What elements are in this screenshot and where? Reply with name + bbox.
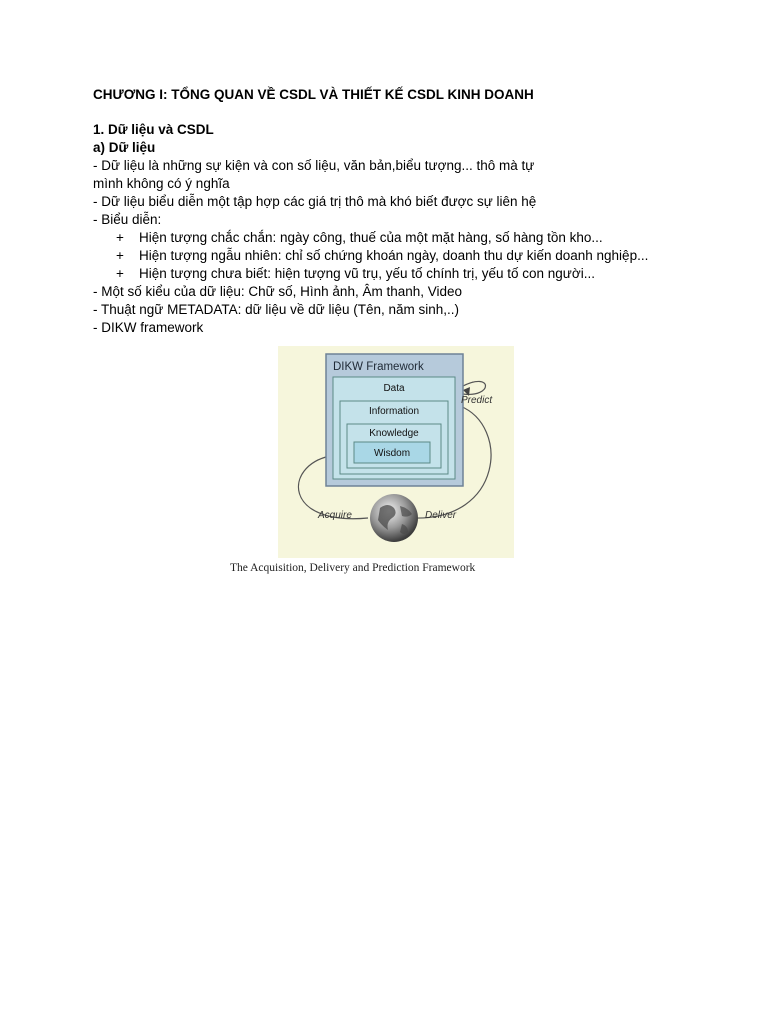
- text-line: - Một số kiểu của dữ liệu: Chữ số, Hình ảnh, Âm thanh, Video: [93, 284, 463, 299]
- text-line: - DIKW framework: [93, 320, 204, 335]
- knowledge-layer-label: Knowledge: [369, 428, 419, 439]
- bullet-item: [93, 229, 713, 247]
- section-heading: 1. Dữ liệu và CSDL: [93, 122, 214, 137]
- bullet-item: [93, 265, 713, 283]
- text-line: - Dữ liệu là những sự kiện và con số liệu, văn bản,biểu tượng... thô mà tự: [93, 158, 535, 173]
- framework-title: DIKW Framework: [333, 361, 424, 373]
- subsection-heading: a) Dữ liệu: [93, 140, 156, 155]
- globe-icon: [370, 494, 418, 542]
- deliver-label: Deliver: [425, 510, 457, 521]
- text-line: - Thuật ngữ METADATA: dữ liệu về dữ liệu (Tên, năm sinh,..): [93, 302, 459, 317]
- text-line: - Dữ liệu biểu diễn một tập hợp các giá trị thô mà khó biết được sự liên hệ: [93, 194, 537, 209]
- bullet-marker: +: [116, 230, 124, 245]
- information-layer-label: Information: [368, 406, 420, 417]
- document-body: [93, 86, 713, 337]
- bullet-marker: +: [116, 266, 124, 281]
- acquire-label: Acquire: [318, 510, 352, 521]
- data-layer-label: Data: [383, 383, 405, 394]
- wisdom-layer-label: Wisdom: [373, 448, 411, 459]
- spacer: [93, 104, 713, 121]
- text-line: mình không có ý nghĩa: [93, 176, 230, 191]
- bullet-item: [93, 247, 713, 265]
- bullet-text: Hiện tượng ngẫu nhiên: chỉ số chứng khoán ngày, doanh thu dự kiến doanh nghiệp...: [139, 248, 649, 263]
- predict-label: Predict: [461, 395, 493, 406]
- bullet-text: Hiện tượng chưa biết: hiện tượng vũ trụ, yếu tố chính trị, yếu tố con người...: [139, 266, 595, 281]
- bullet-text: Hiện tượng chắc chắn: ngày công, thuế của một mặt hàng, số hàng tồn kho...: [139, 230, 603, 245]
- bullet-marker: +: [116, 248, 124, 263]
- text-line: - Biểu diễn:: [93, 212, 162, 227]
- chapter-heading: CHƯƠNG I: TỔNG QUAN VỀ CSDL VÀ THIẾT KẾ CSDL KINH DOANH: [93, 87, 534, 102]
- dikw-framework-diagram: [278, 346, 514, 558]
- figure-caption: The Acquisition, Delivery and Prediction Framework: [230, 562, 476, 574]
